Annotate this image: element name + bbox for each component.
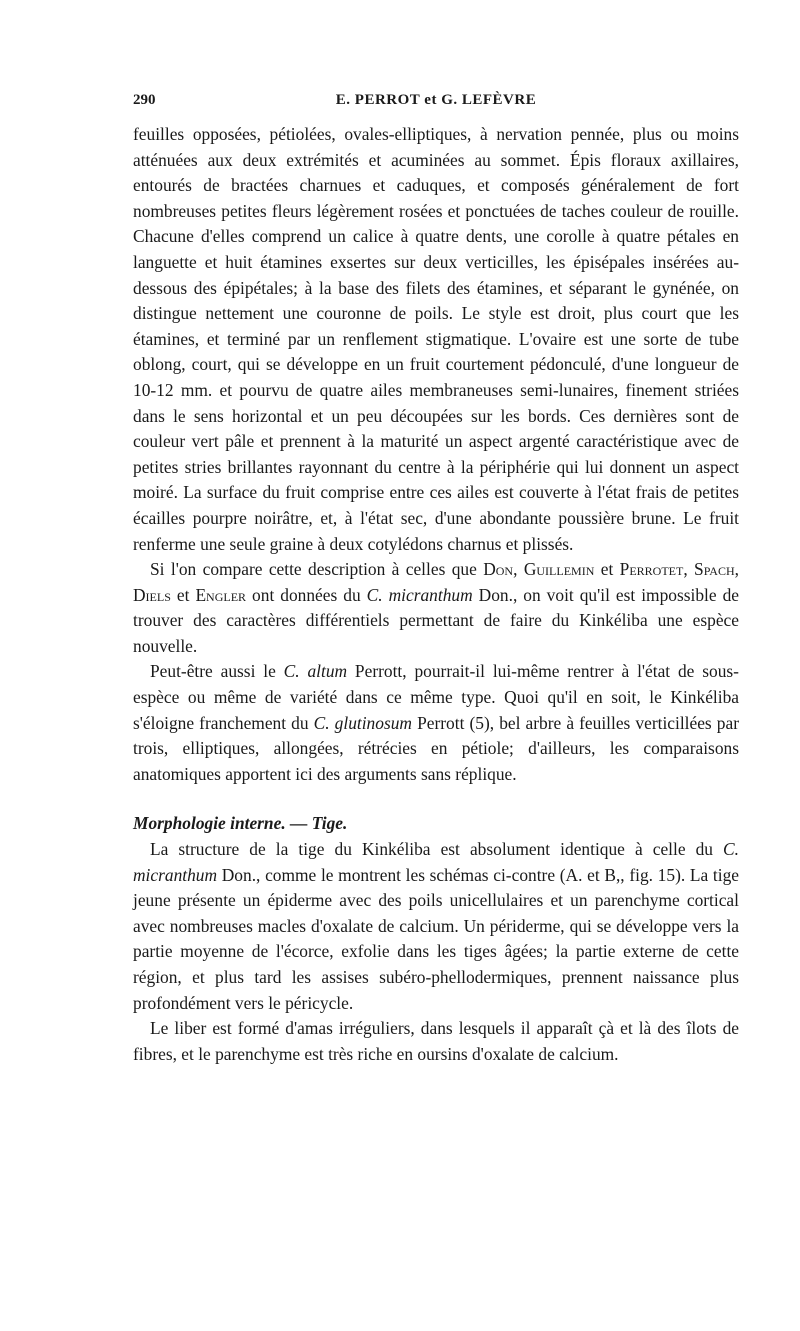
species-name: C. altum	[283, 661, 348, 682]
species-name: C. micranthum	[133, 839, 739, 885]
section-heading: Morphologie interne. — Tige.	[133, 813, 348, 834]
running-head: E. PERROT et G. LEFÈVRE	[335, 92, 537, 108]
author-perrotet: Perrotet	[619, 559, 684, 580]
text-segment: ,	[513, 559, 524, 580]
paragraph-liber: Le liber est formé d'amas irréguliers, dans lesquels il apparaît çà et là des îlots de fibres, et le parenchyme est très riche en oursins d'oxalate de calcium.	[133, 1018, 739, 1064]
species-name: C. glutinosum	[313, 712, 412, 733]
text-segment: ont données du	[246, 584, 367, 605]
author-don: Don	[483, 559, 514, 580]
text-segment: Peut-être aussi le	[150, 661, 284, 682]
text-segment: Si l'on compare cette description à celles que	[150, 559, 484, 580]
text-segment: et	[594, 559, 620, 580]
book-page	[133, 92, 739, 1067]
text-segment: Don., comme le montrent les schémas ci-contre (A. et B,, fig. 15). La tige jeune présente un épiderme avec des poils unicellulaires et un parenchyme cortical avec nombreuses macles d'oxalate de calcium. Un périderme, qui se développe vers la partie moyenne de l'écorce, exfolie dans les tiges âgées; la partie externe de cette région, et plus tard les assises subéro-phellodermiques, prennent naissance plus profondément vers le péricycle.	[133, 864, 739, 1013]
paragraph-subspecies	[133, 659, 739, 787]
text-segment: Perrott, pourrait-il lui-même rentrer à l'état de sous-espèce ou même de variété dans ce même type. Quoi qu'il en soit, le Kinkéliba s'éloigne franchement du	[133, 661, 739, 733]
text-segment: ,	[683, 559, 695, 580]
text-segment: et	[170, 584, 196, 605]
author-spach: Spach	[694, 559, 735, 580]
paragraph-comparison	[133, 557, 739, 659]
page-header	[133, 92, 739, 116]
author-guillemin: Guillemin	[523, 559, 595, 580]
page-number: 290	[133, 92, 156, 108]
text-segment: Perrott (5), bel arbre à feuilles verticillées par trois, elliptiques, allongées, rétrécies en pétiole; d'ailleurs, les comparaisons anatomiques apportent ici des arguments sans réplique.	[133, 712, 739, 784]
author-engler: Engler	[195, 584, 247, 605]
species-name: C. micranthum	[366, 584, 473, 605]
text-segment: La structure de la tige du Kinkéliba est absolument identique à celle du	[150, 839, 724, 860]
paragraph-description: feuilles opposées, pétiolées, ovales-elliptiques, à nervation pennée, plus ou moins atténuées aux deux extrémités et acuminées au sommet. Épis floraux axillaires, entourés de bractées charnues et caduques, et composés généralement de fort nombreuses petites fleurs légèrement rosées et ponctuées de taches couleur de rouille. Chacune d'elles comprend un calice à quatre dents, une corolle à quatre pétales en languette et huit étamines exsertes sur deux verticilles, les épisépales insérées au-dessous des épipétales; à la base des filets des étamines, et séparant le gynénée, on distingue nettement une couronne de poils. Le style est droit, plus court que les étamines, et terminé par un renflement stigmatique. L'ovaire est une sorte de tube oblong, court, qui se développe en un fruit courtement pédonculé, d'une longueur de 10-12 mm. et pourvu de quatre ailes membraneuses semi-lunaires, finement striées dans le sens horizontal et un peu découpées sur les bords. Ces dernières sont de couleur vert pâle et prennent à la maturité un aspect argenté caractéristique avec de petites stries brillantes rayonnant du centre à la périphérie qui lui donnent un aspect moiré. La surface du fruit comprise entre ces ailes est couverte à l'état frais de petites écailles pourpre noirâtre, et, à l'état sec, d'une abondante poussière brune. Le fruit renferme une seule graine à deux cotylédons charnus et plissés.	[133, 124, 739, 554]
paragraph-stem-structure	[133, 837, 739, 1016]
author-diels: Diels	[133, 584, 171, 605]
text-segment: Don., on voit qu'il est impossible de trouver des caractères différentiels permettant de faire du Kinkéliba une espèce nouvelle.	[133, 584, 739, 656]
text-segment: ,	[734, 559, 739, 580]
